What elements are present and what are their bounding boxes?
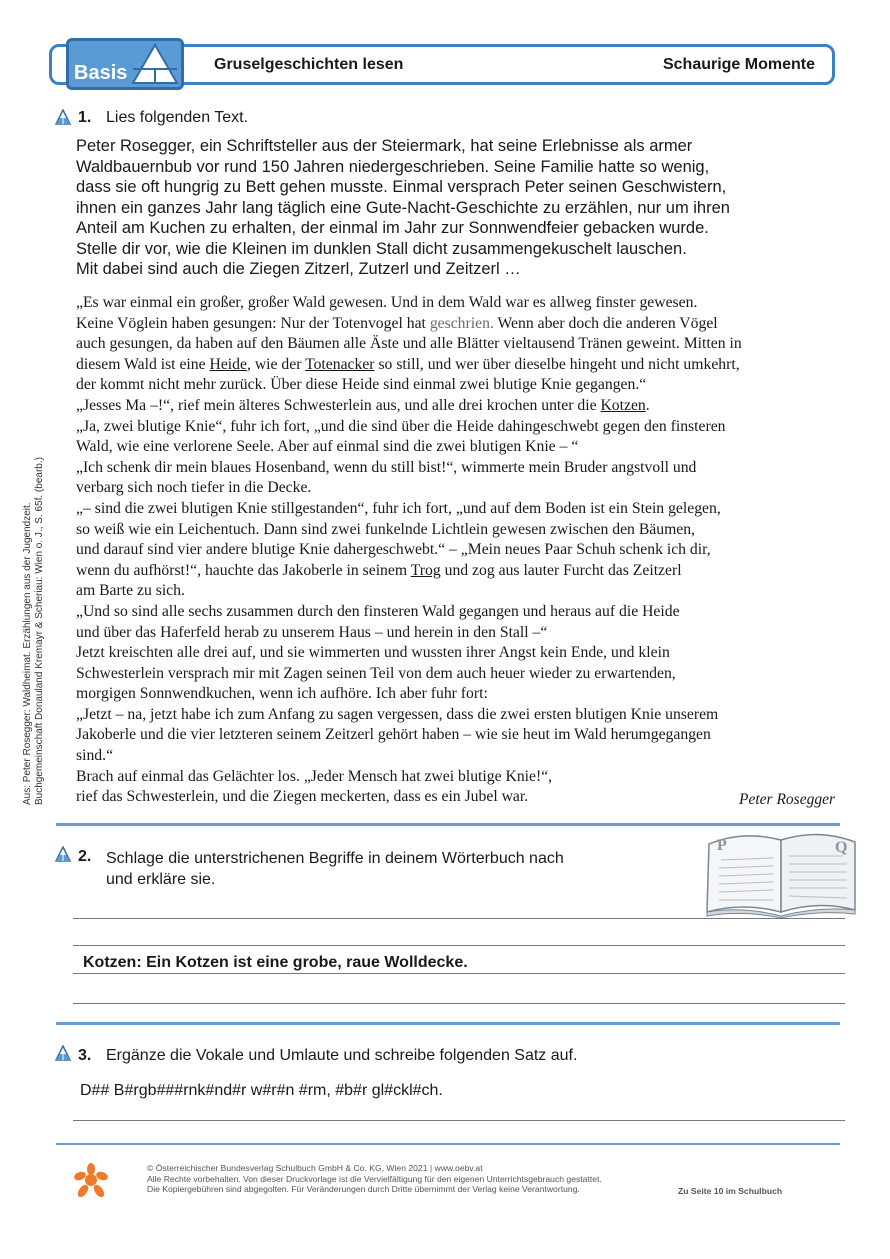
- story-line: Keine Vöglein haben gesungen: Nur der Totenvogel hat geschrien. Wenn aber doch die anderen Vögel: [76, 314, 718, 332]
- book-letter-q: Q: [835, 839, 848, 856]
- task1-number: 1.: [78, 109, 92, 126]
- schoolbook-reference: Zu Seite 10 im Schulbuch: [678, 1186, 783, 1196]
- task2-number: 2.: [78, 848, 92, 865]
- underlined-term-heide: Heide: [209, 355, 247, 373]
- story-line: „Ich schenk dir mein blaues Hosenband, wenn du still bist!“, wimmerte mein Bruder angstvoll und: [76, 458, 697, 476]
- publisher-logo-icon: [72, 1163, 110, 1199]
- task3-instruction: Ergänze die Vokale und Umlaute und schreibe folgenden Satz auf.: [106, 1047, 578, 1064]
- story-line: Jakoberle und die vier letzteren seinem Zeitzerl gehört haben – wie sie heut im Wald herumgegangen: [76, 726, 711, 744]
- story-line: so weiß wie ein Leichentuch. Dann sind zwei funkelnde Lichtlein gewesen zwischen den Bäumen,: [76, 520, 696, 538]
- story-line: am Barte zu sich.: [76, 582, 185, 600]
- story-line: „Jetzt – na, jetzt habe ich zum Anfang zu sagen vergessen, dass die zwei ersten blutigen Knie unserem: [76, 705, 719, 723]
- page-title: Gruselgeschichten lesen: [214, 56, 404, 73]
- intro-line: Anteil am Kuchen zu erhalten, der einmal im Jahr zur Sonnwendfeier gebacken wurde.: [76, 219, 709, 237]
- intro-line: Mit dabei sind auch die Ziegen Zitzerl, Zutzerl und Zeitzerl …: [76, 260, 521, 278]
- story-line: auch gesungen, da haben auf den Bäumen alle Äste und alle Blätter vieltausend Tränen geweint. Mitten in: [76, 335, 742, 353]
- intro-line: Stelle dir vor, wie die Kleinen im dunklen Stall dicht zusammengekuschelt lauschen.: [76, 239, 687, 258]
- task3-number: 3.: [78, 1047, 92, 1064]
- story-line: Jetzt kreischten alle drei auf, und sie wimmerten und wussten ihrer Angst kein Ende, und klein: [76, 644, 670, 662]
- task2-answer: Kotzen: Ein Kotzen ist eine grobe, raue Wolldecke.: [83, 954, 468, 971]
- story-author: Peter Rosegger: [739, 791, 835, 808]
- story-line: Brach auf einmal das Gelächter los. „Jeder Mensch hat zwei blutige Knie!“,: [76, 767, 553, 785]
- intro-line: Peter Rosegger, ein Schriftsteller aus der Steiermark, hat seine Erlebnisse als armer: [76, 137, 693, 155]
- source-note: Aus: Peter Rosegger: Waldheimat. Erzählungen aus der Jugendzeit. Buchgemeinschaft Donauland Kremayr & Scheriau: Wien o. J., S. 65f. (bearb.): [22, 457, 45, 805]
- intro-line: Waldbauernbub vor rund 150 Jahren niedergeschrieben. Seine Familie hatte so wenig,: [76, 157, 710, 176]
- story-line: diesem Wald ist eine Heide, wie der Totenacker so still, und wer über dieselbe hingeht und nicht umkehrt,: [76, 355, 740, 373]
- page-topic: Schaurige Momente: [662, 56, 815, 73]
- word-geschrien: geschrien.: [429, 314, 494, 332]
- intro-line: dass sie oft hungrig zu Bett gehen musste. Einmal versprach Peter seinen Geschwistern,: [76, 178, 727, 196]
- story-line: „Und so sind alle sechs zusammen durch den finsteren Wald gegangen und heraus auf die Heide: [76, 602, 680, 620]
- level-pyramid-icon: [55, 846, 71, 862]
- basis-pyramid-icon: [130, 42, 180, 86]
- story-line: wenn du aufhörst!“, hauchte das Jakoberle in seinem Trog und zog aus lauter Furcht das Zeitzerl: [76, 561, 682, 579]
- writing-line: [73, 973, 845, 974]
- story-line: morgigen Sonnwendkuchen, wenn ich aufhöre. Ich aber fuhr fort:: [76, 685, 488, 703]
- writing-line: [73, 1120, 845, 1121]
- writing-line: [73, 918, 845, 919]
- section-divider: [56, 1022, 840, 1025]
- story-line: Wald, wie eine verlorene Seele. Aber auf einmal sind die zwei blutigen Knie – “: [76, 438, 579, 456]
- story-line: und über das Haferfeld herab zu unserem Haus – und herein in den Stall –“: [76, 623, 548, 641]
- intro-line: ihnen ein ganzes Jahr lang täglich eine Gute-Nacht-Geschichte zu erzählen, nur um ihren: [76, 198, 730, 217]
- task3-sentence: D## B#rgb###rnk#nd#r w#r#n #rm, #b#r gl#ckl#ch.: [80, 1082, 443, 1099]
- underlined-term-totenacker: Totenacker: [305, 355, 375, 373]
- task1-instruction: Lies folgenden Text.: [106, 109, 249, 126]
- dictionary-book-icon: [703, 826, 859, 918]
- level-pyramid-icon: [55, 1045, 71, 1061]
- book-letter-p: P: [717, 837, 727, 854]
- story-line: verbarg sich noch tiefer in die Decke.: [76, 479, 312, 497]
- underlined-term-trog: Trog: [410, 561, 441, 579]
- story-line: „– sind die zwei blutigen Knie stillgestanden“, fuhr ich fort, „und auf dem Boden ist ein Stein gelegen,: [76, 499, 721, 517]
- writing-line: [73, 945, 845, 946]
- task2-instruction: Schlage die unterstrichenen Begriffe in deinem Wörterbuch nach und erkläre sie.: [106, 850, 564, 888]
- story-line: der kommt nicht mehr zurück. Über diese Heide sind einmal zwei blutige Knie gegangen.“: [76, 376, 647, 394]
- story-line: „Ja, zwei blutige Knie“, fuhr ich fort, „und die sind über die Heide dahingeschwebt gegen den finsteren: [76, 417, 726, 435]
- underlined-term-kotzen: Kotzen: [600, 396, 646, 414]
- story-line: „Es war einmal ein großer, großer Wald gewesen. Und in dem Wald war es allweg finster gewesen.: [76, 294, 698, 311]
- level-pyramid-icon: [55, 109, 71, 125]
- writing-line: [73, 1003, 845, 1004]
- footer-divider: [56, 1143, 840, 1145]
- story-line: und darauf sind vier andere blutige Knie dahergeschwebt.“ – „Mein neues Paar Schuh schenk ich dir,: [76, 541, 711, 559]
- story-text: [76, 293, 846, 808]
- story-line: Schwesterlein versprach mir mit Zagen seinen Teil von dem auch heuer wieder zu erwartenden,: [76, 664, 676, 682]
- copyright-notice: © Österreichischer Bundesverlag Schulbuch GmbH & Co. KG, Wien 2021 | www.oebv.at Alle Rechte vorbehalten. Von dieser Druckvorlage ist die Vervielfältigung für den eigenen Unterrichtsgebrauch gestattet. Die Kopiergebühren sind abgegolten. Für Veränderungen durch Dritte übernimmt der Verlag keine Verantwortung.: [147, 1163, 602, 1194]
- story-line: rief das Schwesterlein, und die Ziegen meckerten, dass es ein Jubel war.: [76, 788, 529, 806]
- intro-text: [76, 136, 836, 280]
- story-line: „Jesses Ma –!“, rief mein älteres Schwesterlein aus, und alle drei krochen unter die Kotzen.: [76, 396, 650, 414]
- basis-label: Basis: [74, 62, 128, 84]
- story-line: sind.“: [76, 747, 114, 765]
